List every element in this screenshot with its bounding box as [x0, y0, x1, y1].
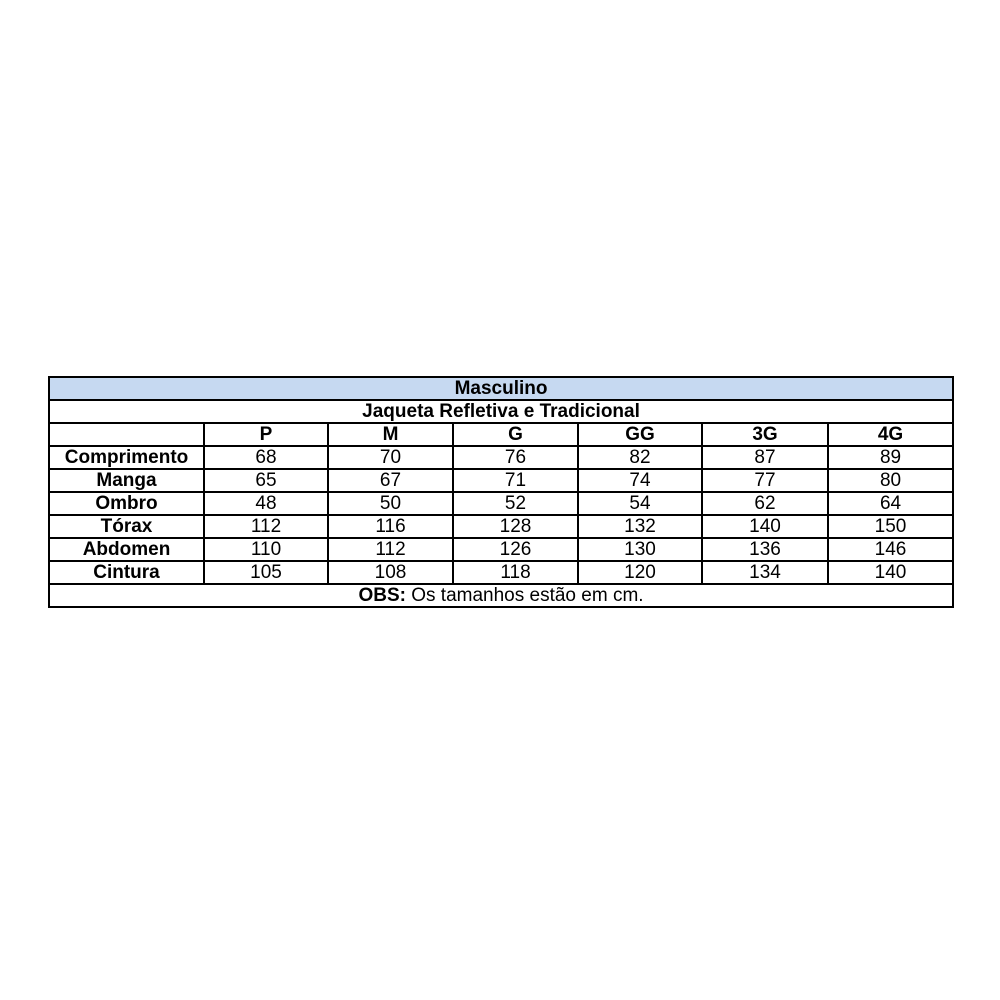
- table-row: [49, 492, 953, 515]
- table-cell: 116: [328, 515, 453, 538]
- row-label: Abdomen: [49, 538, 204, 561]
- table-cell: 71: [453, 469, 578, 492]
- note-text: Os tamanhos estão em cm.: [405, 585, 644, 606]
- table-cell: 89: [828, 446, 953, 469]
- size-header-cell: G: [453, 423, 578, 446]
- table-cell: 134: [702, 561, 828, 584]
- note-cell: [49, 584, 953, 607]
- note-key: OBS:: [358, 585, 406, 606]
- table-cell: 70: [328, 446, 453, 469]
- size-header-row: [49, 423, 953, 446]
- table-cell: 150: [828, 515, 953, 538]
- table-cell: 80: [828, 469, 953, 492]
- note-row: [49, 584, 953, 607]
- size-header-cell: 3G: [702, 423, 828, 446]
- size-chart-container: [48, 376, 952, 608]
- table-cell: 110: [204, 538, 328, 561]
- table-cell: 64: [828, 492, 953, 515]
- table-cell: 130: [578, 538, 702, 561]
- table-cell: 126: [453, 538, 578, 561]
- table-subtitle: Jaqueta Refletiva e Tradicional: [49, 400, 953, 423]
- row-label: Ombro: [49, 492, 204, 515]
- table-row: [49, 469, 953, 492]
- table-cell: 132: [578, 515, 702, 538]
- table-cell: 112: [328, 538, 453, 561]
- row-label: Manga: [49, 469, 204, 492]
- table-cell: 108: [328, 561, 453, 584]
- table-cell: 120: [578, 561, 702, 584]
- table-cell: 82: [578, 446, 702, 469]
- table-cell: 76: [453, 446, 578, 469]
- table-cell: 54: [578, 492, 702, 515]
- table-cell: 140: [828, 561, 953, 584]
- table-row: [49, 561, 953, 584]
- row-label: Cintura: [49, 561, 204, 584]
- table-cell: 67: [328, 469, 453, 492]
- table-cell: 77: [702, 469, 828, 492]
- size-header-cell: P: [204, 423, 328, 446]
- table-cell: 87: [702, 446, 828, 469]
- table-cell: 112: [204, 515, 328, 538]
- title-row: [49, 377, 953, 400]
- table-cell: 52: [453, 492, 578, 515]
- subtitle-row: [49, 400, 953, 423]
- row-label: Tórax: [49, 515, 204, 538]
- table-cell: 128: [453, 515, 578, 538]
- table-cell: 118: [453, 561, 578, 584]
- size-header-cell: 4G: [828, 423, 953, 446]
- table-cell: 146: [828, 538, 953, 561]
- table-cell: 136: [702, 538, 828, 561]
- table-cell: 48: [204, 492, 328, 515]
- table-row: [49, 515, 953, 538]
- row-label: Comprimento: [49, 446, 204, 469]
- table-cell: 140: [702, 515, 828, 538]
- table-cell: 62: [702, 492, 828, 515]
- table-row: [49, 446, 953, 469]
- corner-cell: [49, 423, 204, 446]
- size-header-cell: M: [328, 423, 453, 446]
- size-chart-table: [48, 376, 954, 608]
- table-cell: 74: [578, 469, 702, 492]
- table-title: Masculino: [49, 377, 953, 400]
- size-header-cell: GG: [578, 423, 702, 446]
- table-cell: 68: [204, 446, 328, 469]
- table-row: [49, 538, 953, 561]
- table-cell: 50: [328, 492, 453, 515]
- table-cell: 65: [204, 469, 328, 492]
- table-cell: 105: [204, 561, 328, 584]
